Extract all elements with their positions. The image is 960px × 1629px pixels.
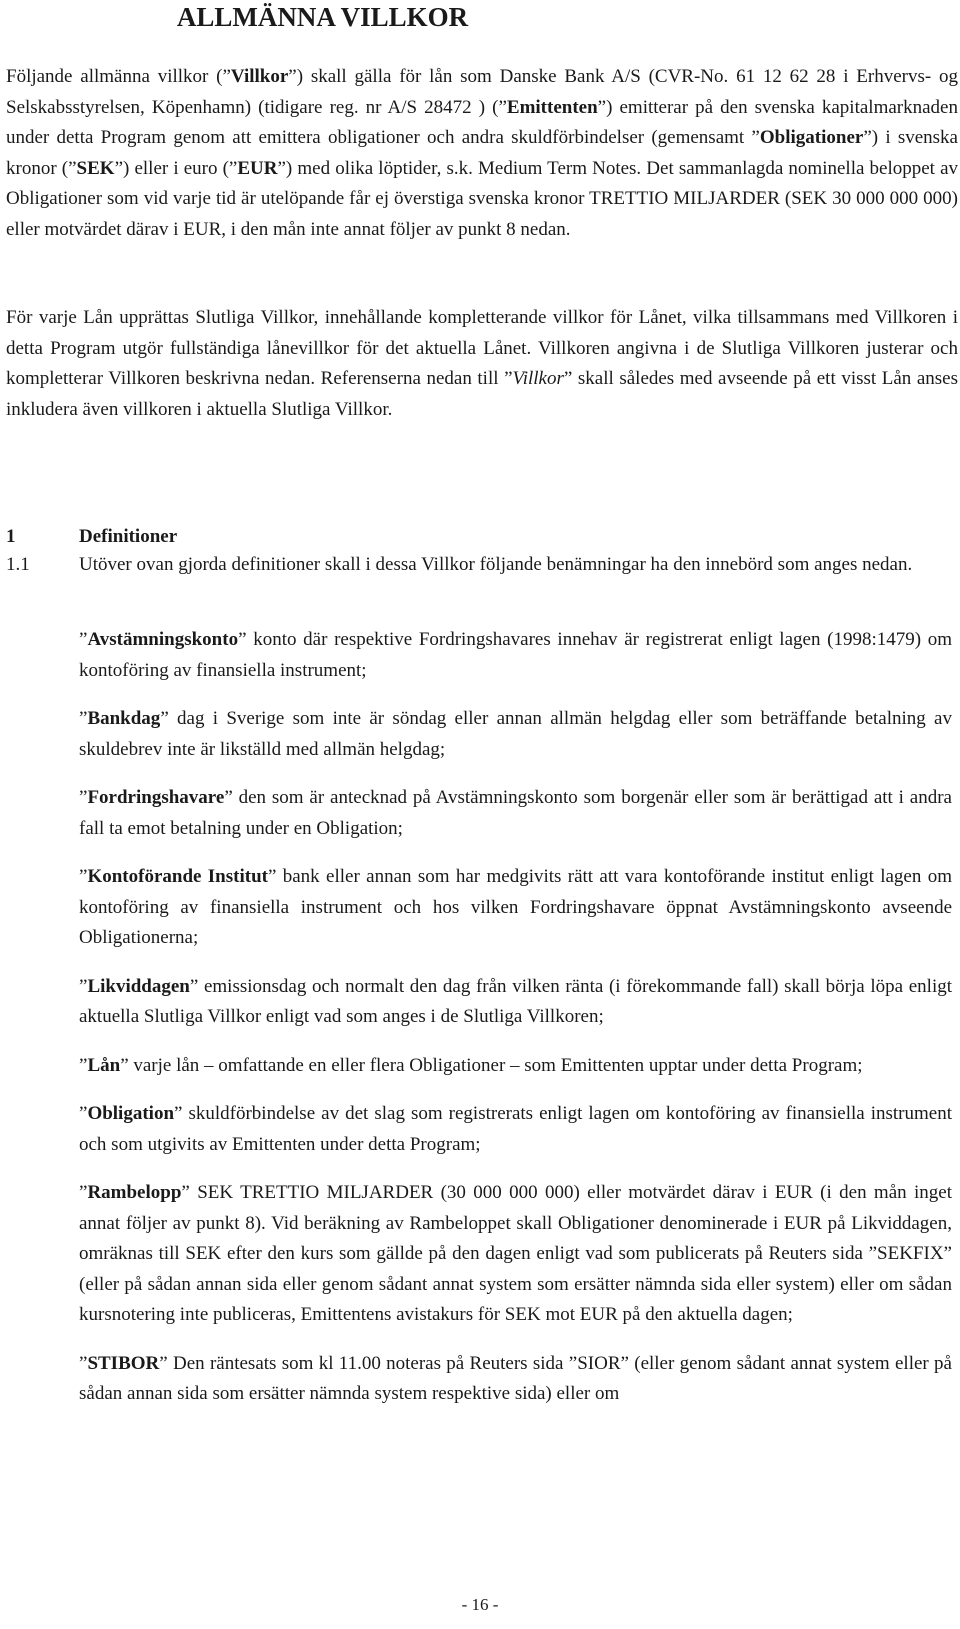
- para2-text-2: ” skall således med avseende på ett visst Lån anses inkludera även villkoren i aktuella Slutliga Villkor.: [6, 368, 958, 420]
- intro-text-1: Följande allmänna villkor (”: [6, 66, 231, 87]
- definitions-list: [79, 625, 952, 1428]
- definition-text: den som är antecknad på Avstämningskonto som borgenär eller som är berättigad att i andra fall ta emot betalning under en Obligation;: [79, 787, 952, 839]
- definition-term: Likviddagen: [87, 975, 190, 997]
- section-heading: [6, 526, 177, 548]
- subsection-text: Utöver ovan gjorda definitioner skall i dessa Villkor följande benämningar ha den innebörd som anges nedan.: [79, 554, 913, 575]
- definition-item: ”Likviddagen” emissionsdag och normalt den dag från vilken ränta (i förekommande fall) skall börja löpa enligt aktuella Slutliga Villkor enligt vad som anges i de Slutliga Villkoren;: [79, 975, 952, 1027]
- definition-term: Rambelopp: [87, 1182, 182, 1203]
- definition-term: Obligation: [87, 1103, 175, 1124]
- term-obligationer: Obligationer: [759, 127, 864, 148]
- definition-text: emissionsdag och normalt den dag från vilken ränta (i förekommande fall) skall börja löpa enligt aktuella Slutliga Villkor enligt vad som anges i de Slutliga Villkoren;: [79, 975, 952, 1027]
- definition-item: ”Obligation” skuldförbindelse av det slag som registrerats enligt lagen om kontoföring av finansiella instrument och som utgivits av Emittenten under detta Program;: [79, 1103, 952, 1155]
- term-emittenten: Emittenten: [506, 96, 598, 118]
- intro-text-4: ”) i svenska kronor (”: [6, 127, 958, 179]
- definition-item: ”Avstämningskonto” konto där respektive Fordringshavares innehav är registrerat enligt lagen (1998:1479) om kontoföring av finansiella instrument;: [79, 629, 952, 681]
- definition-text: dag i Sverige som inte är söndag eller annan allmän helgdag eller som beträffande betalning av skuldebrev inte är likställd med allmän helgdag;: [79, 708, 952, 760]
- intro-text-2: ”) skall gälla för lån som Danske Bank A/S (CVR-No. 61 12 62 28 i Erhvervs- og Selskabsstyrelsen, Köpenhamn) (tidigare reg. nr A/S 28472 ) (”: [6, 66, 958, 118]
- page-number: - 16 -: [461, 1595, 499, 1614]
- italic-villkor: Villkor: [512, 368, 564, 389]
- definition-text: bank eller annan som har medgivits rätt att vara kontoförande institut enligt lagen om kontoföring av finansiella instrument och hos vilken Fordringshavare öppnat Avstämningskonto avseende Obligationerna;: [79, 866, 952, 948]
- definition-term: STIBOR: [87, 1352, 160, 1374]
- definition-item: ”Fordringshavare” den som är antecknad på Avstämningskonto som borgenär eller som är berättigad att i andra fall ta emot betalning under en Obligation;: [79, 787, 952, 839]
- definition-text: skuldförbindelse av det slag som registrerats enligt lagen om kontoföring av finansiella instrument och som utgivits av Emittenten under detta Program;: [79, 1103, 952, 1155]
- para2-text-1: För varje Lån upprättas Slutliga Villkor, innehållande kompletterande villkor för Lånet, vilka tillsammans med Villkoren i detta Program utgör fullständiga lånevillkor för det aktuella Lånet. Villkoren angivna i de Slutliga Villkoren justerar och kompletterar Villkoren beskrivna nedan. Referenserna nedan till ”: [6, 307, 958, 389]
- intro-paragraph: [6, 62, 958, 245]
- definition-text: varje lån – omfattande en eller flera Obligationer – som Emittenten upptar under detta Program;: [128, 1054, 863, 1076]
- definition-text: konto där respektive Fordringshavares innehav är registrerat enligt lagen (1998:1479) om kontoföring av finansiella instrument;: [79, 629, 952, 681]
- term-eur: EUR: [237, 157, 278, 179]
- intro-text-3: ”) emitterar på den svenska kapitalmarknaden under detta Program genom att emittera obligationer och andra skuldförbindelser (gemensamt ”: [6, 96, 958, 148]
- definition-item: ”Lån” varje lån – omfattande en eller flera Obligationer – som Emittenten upptar under detta Program;: [79, 1054, 863, 1076]
- definition-text: SEK TRETTIO MILJARDER (30 000 000 000) eller motvärdet därav i EUR (i den mån inget annat följer av punkt 8). Vid beräkning av Rambeloppet skall Obligationer denominerade i EUR på Likviddagen, omräknas till SEK efter den kurs som gällde på den dagen enligt vad som publicerats på Reuters sida ”SEKFIX” (eller på sådan annan sida eller genom sådant annat system som ersätter nämnda sida eller system) eller om sådan kursnotering inte publiceras, Emittentens avistakurs för SEK mot EUR på den aktuella dagen;: [79, 1182, 952, 1325]
- definition-item: ”STIBOR” Den räntesats som kl 11.00 noteras på Reuters sida ”SIOR” (eller genom sådant annat system eller på sådan annan sida som ersätter nämnda system respektive sida) eller om: [79, 1352, 952, 1404]
- slutliga-villkor-paragraph: [6, 303, 958, 425]
- definition-text: Den räntesats som kl 11.00 noteras på Reuters sida ”SIOR” (eller genom sådant annat system eller på sådan annan sida som ersätter nämnda system respektive sida) eller om: [79, 1352, 952, 1404]
- definition-item: ”Kontoförande Institut” bank eller annan som har medgivits rätt att vara kontoförande institut enligt lagen om kontoföring av finansiella instrument och hos vilken Fordringshavare öppnat Avstämningskonto avseende Obligationerna;: [79, 866, 952, 948]
- document-title: ALLMÄNNA VILLKOR: [176, 2, 469, 32]
- definition-term: Lån: [87, 1054, 121, 1076]
- section-title: Definitioner: [79, 526, 178, 547]
- intro-text-5: ”) eller i euro (”: [114, 157, 238, 179]
- definition-item: ”Bankdag” dag i Sverige som inte är söndag eller annan allmän helgdag eller som beträffande betalning av skuldebrev inte är likställd med allmän helgdag;: [79, 708, 952, 760]
- definition-item: ”Rambelopp” SEK TRETTIO MILJARDER (30 000 000 000) eller motvärdet därav i EUR (i den mån inget annat följer av punkt 8). Vid beräkning av Rambeloppet skall Obligationer denominerade i EUR på Likviddagen, omräknas till SEK efter den kurs som gällde på den dagen enligt vad som publicerats på Reuters sida ”SEKFIX” (eller på sådan annan sida eller genom sådant annat system som ersätter nämnda sida eller system) eller om sådan kursnotering inte publiceras, Emittentens avistakurs för SEK mot EUR på den aktuella dagen;: [79, 1182, 952, 1325]
- definition-term: Kontoförande Institut: [87, 866, 268, 887]
- intro-text-6: ”) med olika löptider, s.k. Medium Term Notes. Det sammanlagda nominella beloppet av Obligationer som vid varje tid är utelöpande får ej överstiga svenska kronor TRETTIO MILJARDER (SEK 30 000 000 000) eller motvärdet därav i EUR, i den mån inte annat följer av punkt 8 nedan.: [6, 157, 958, 240]
- definition-term: Fordringshavare: [87, 787, 225, 808]
- subsection-number: 1.1: [6, 554, 30, 575]
- term-villkor: Villkor: [230, 66, 289, 87]
- term-sek: SEK: [76, 157, 115, 179]
- definition-term: Bankdag: [87, 708, 161, 729]
- section-number: 1: [6, 526, 16, 547]
- definition-term: Avstämningskonto: [87, 629, 239, 650]
